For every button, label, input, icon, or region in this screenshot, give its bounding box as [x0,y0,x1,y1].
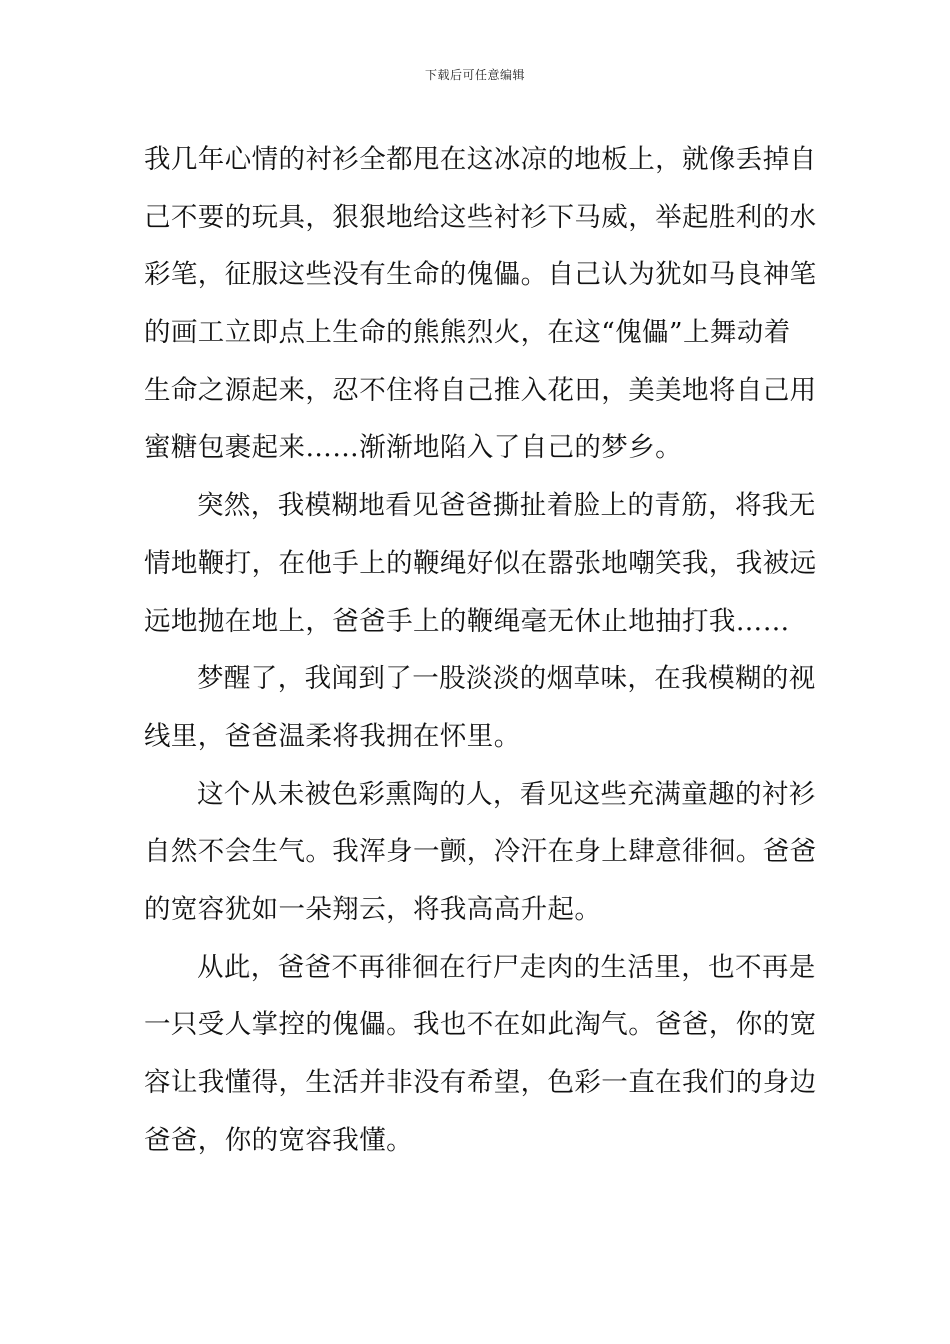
text-line: 的宽容犹如一朵翔云，将我高高升起。 [144,893,602,925]
text-line: 情地鞭打，在他手上的鞭绳好似在嚣张地嘲笑我，我被远 [144,547,817,579]
text-line: 远地抛在地上，爸爸手上的鞭绳毫无休止地抽打我…… [144,605,790,637]
text-line: 彩笔，征服这些没有生命的傀儡。自己认为犹如马良神笔 [144,259,817,291]
text-line: 从此，爸爸不再徘徊在行尸走肉的生活里，也不再是 [197,951,816,983]
text-line: 爸爸，你的宽容我懂。 [144,1124,413,1156]
document-body [144,131,817,1169]
text-line: 自然不会生气。我浑身一颤，冷汗在身上肆意徘徊。爸爸 [144,836,817,868]
text-line: 我几年心情的衬衫全都甩在这冰凉的地板上，就像丢掉自 [144,144,817,175]
text-line: 的画工立即点上生命的熊熊烈火，在这“傀儡”上舞动着 [144,317,791,349]
text-line: 突然，我模糊地看见爸爸撕扯着脸上的青筋，将我无 [197,490,816,522]
page-header: 下载后可任意编辑 [424,68,525,82]
text-line: 梦醒了，我闻到了一股淡淡的烟草味，在我模糊的视 [197,663,816,695]
text-line: 线里，爸爸温柔将我拥在怀里。 [144,720,521,752]
text-line: 己不要的玩具，狠狠地给这些衬衫下马威，举起胜利的水 [144,201,817,233]
text-line: 一只受人掌控的傀儡。我也不在如此淘气。爸爸，你的宽 [144,1009,817,1041]
text-line: 生命之源起来，忍不住将自己推入花田，美美地将自己用 [144,374,817,406]
text-line: 这个从未被色彩熏陶的人，看见这些充满童趣的衬衫 [197,778,816,810]
text-line: 容让我懂得，生活并非没有希望，色彩一直在我们的身边 [144,1067,817,1098]
text-line: 蜜糖包裹起来……渐渐地陷入了自己的梦乡。 [144,432,682,464]
